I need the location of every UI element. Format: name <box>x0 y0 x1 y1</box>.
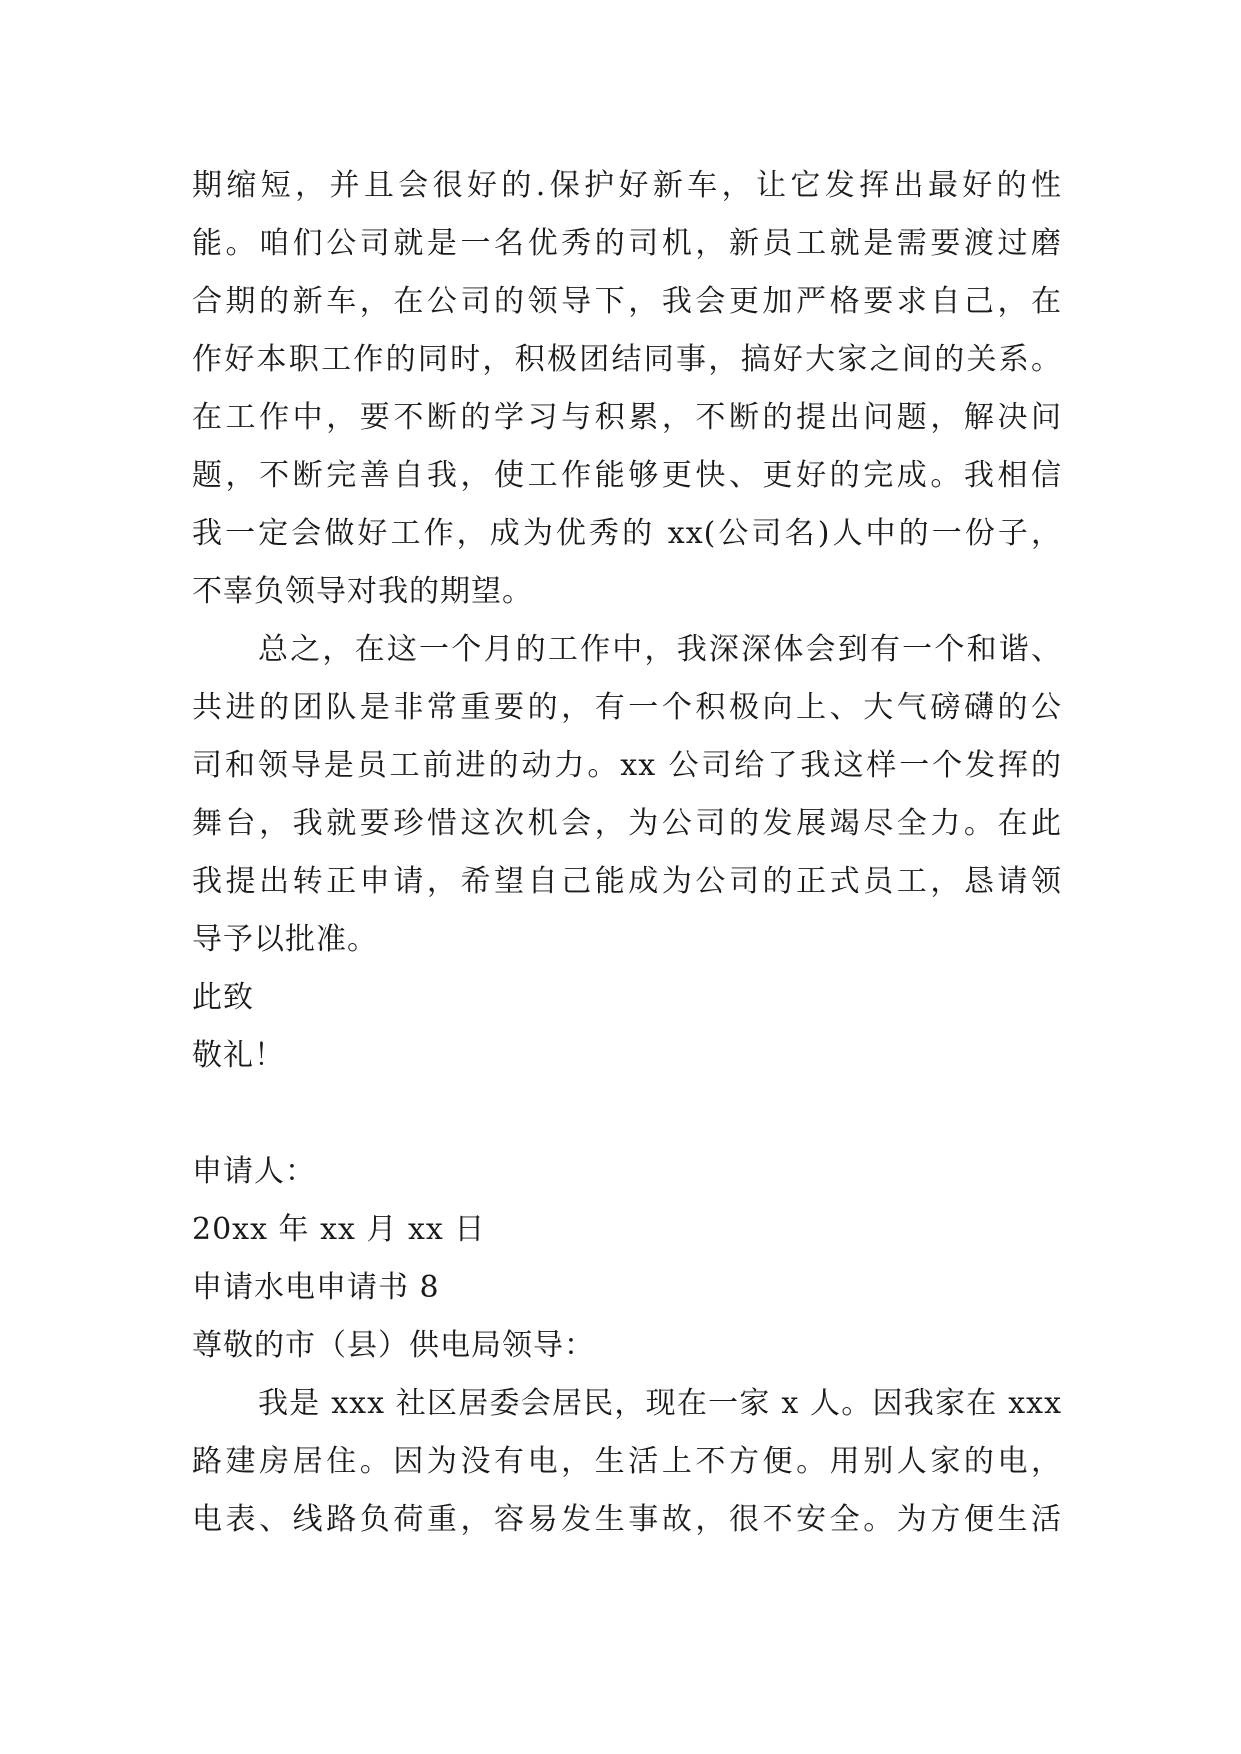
text-line: 期缩短，并且会很好的.保护好新车，让它发挥出最好的性 <box>192 168 1062 203</box>
text-line: 电表、线路负荷重，容易发生事故，很不安全。为方便生活 <box>192 1502 1062 1537</box>
paragraph-summary <box>192 621 1062 969</box>
text-line: 导予以批准。 <box>192 922 378 957</box>
text-line: 在工作中，要不断的学习与积累，不断的提出问题，解决问 <box>192 400 1062 435</box>
text-line: 总之，在这一个月的工作中，我深深体会到有一个和谐、 <box>258 632 1062 667</box>
applicant-label: 申请人： <box>192 1154 316 1189</box>
text-line: 题，不断完善自我，使工作能够更快、更好的完成。我相信 <box>192 458 1062 493</box>
paragraph-request <box>192 1375 1062 1549</box>
text-line: 共进的团队是非常重要的，有一个积极向上、大气磅礴的公 <box>192 690 1062 725</box>
text-line: 不辜负领导对我的期望。 <box>192 574 533 609</box>
closing-line: 敬礼！ <box>192 1038 285 1073</box>
text-line: 作好本职工作的同时，积极团结同事，搞好大家之间的关系。 <box>192 342 1062 377</box>
text-line: 合期的新车，在公司的领导下，我会更加严格要求自己，在 <box>192 284 1062 319</box>
section-title: 申请水电申请书 8 <box>192 1270 440 1305</box>
text-line: 司和领导是员工前进的动力。xx 公司给了我这样一个发挥的 <box>192 748 1062 783</box>
text-line: 我提出转正申请，希望自己能成为公司的正式员工，恳请领 <box>192 864 1062 899</box>
text-line: 能。咱们公司就是一名优秀的司机，新员工就是需要渡过磨 <box>192 226 1062 261</box>
blank-line <box>192 1085 1062 1143</box>
salutation: 尊敬的市（县）供电局领导： <box>192 1328 595 1363</box>
text-line: 我一定会做好工作，成为优秀的 xx(公司名)人中的一份子， <box>192 516 1062 551</box>
text-line: 我是 xxx 社区居委会居民，现在一家 x 人。因我家在 xxx <box>258 1386 1062 1421</box>
document-body <box>192 157 1062 1549</box>
text-line: 舞台，我就要珍惜这次机会，为公司的发展竭尽全力。在此 <box>192 806 1062 841</box>
paragraph-continued <box>192 157 1062 621</box>
text-line: 路建房居住。因为没有电，生活上不方便。用别人家的电， <box>192 1444 1062 1479</box>
date-line: 20xx 年 xx 月 xx 日 <box>192 1212 486 1247</box>
closing-line: 此致 <box>192 980 254 1015</box>
